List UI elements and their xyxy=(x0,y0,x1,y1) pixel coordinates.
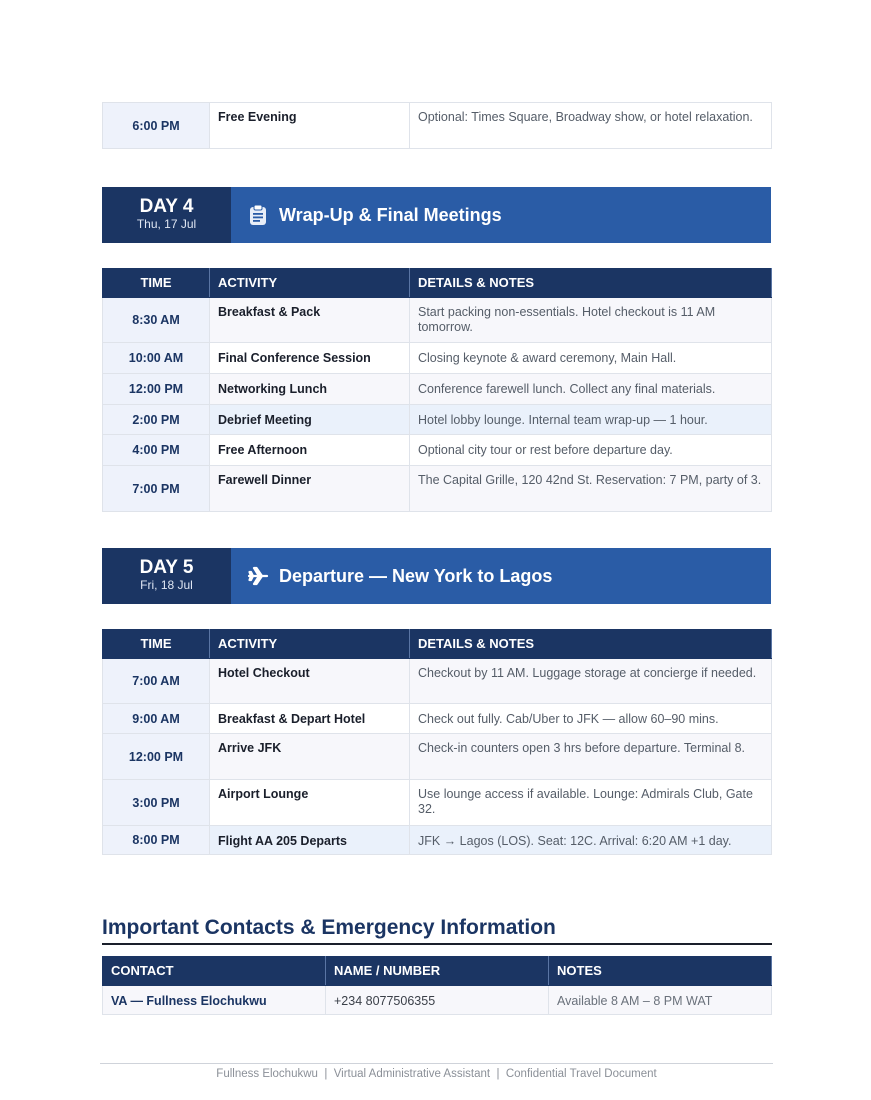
time-cell: 8:30 AM xyxy=(103,298,210,343)
contacts-section-title: Important Contacts & Emergency Information xyxy=(102,916,772,945)
time-cell: 6:00 PM xyxy=(103,103,210,149)
activity-cell: Hotel Checkout xyxy=(210,659,410,704)
day5-title: Departure — New York to Lagos xyxy=(279,565,553,586)
table-row xyxy=(103,298,772,343)
activity-cell: Airport Lounge xyxy=(210,780,410,826)
details-cell: Checkout by 11 AM. Luggage storage at concierge if needed. xyxy=(410,659,772,704)
table-header-row xyxy=(103,957,772,986)
day4-label-box xyxy=(102,187,231,243)
airplane-icon xyxy=(247,565,269,587)
day5-table xyxy=(102,629,772,855)
table-row xyxy=(103,103,772,149)
header-name-number: NAME / NUMBER xyxy=(326,957,549,986)
activity-cell: Flight AA 205 Departs xyxy=(210,826,410,855)
details-cell: Hotel lobby lounge. Internal team wrap-up — 1 hour. xyxy=(410,405,772,435)
details-cell: Closing keynote & award ceremony, Main Hall. xyxy=(410,343,772,374)
time-cell: 7:00 AM xyxy=(103,659,210,704)
table-row xyxy=(103,734,772,780)
header-activity: ACTIVITY xyxy=(210,269,410,298)
day5-number: DAY 5 xyxy=(139,557,194,578)
details-cell: Check-in counters open 3 hrs before departure. Terminal 8. xyxy=(410,734,772,780)
header-contact: CONTACT xyxy=(103,957,326,986)
header-time: TIME xyxy=(103,269,210,298)
page-footer: Fullness Elochukwu | Virtual Administrative Assistant | Confidential Travel Document xyxy=(100,1063,773,1080)
table-row xyxy=(103,405,772,435)
table-row xyxy=(103,986,772,1015)
time-cell: 2:00 PM xyxy=(103,405,210,435)
table-row xyxy=(103,435,772,466)
table-row xyxy=(103,343,772,374)
details-cell: Check out fully. Cab/Uber to JFK — allow 60–90 mins. xyxy=(410,704,772,734)
table-row xyxy=(103,826,772,855)
activity-cell: Networking Lunch xyxy=(210,374,410,405)
time-cell: 12:00 PM xyxy=(103,734,210,780)
header-details: DETAILS & NOTES xyxy=(410,269,772,298)
activity-cell: Breakfast & Depart Hotel xyxy=(210,704,410,734)
details-cell: Conference farewell lunch. Collect any final materials. xyxy=(410,374,772,405)
time-cell: 4:00 PM xyxy=(103,435,210,466)
table-row xyxy=(103,374,772,405)
contact-notes-cell: Available 8 AM – 8 PM WAT xyxy=(549,986,772,1015)
table-row xyxy=(103,704,772,734)
table-row xyxy=(103,780,772,826)
activity-cell: Free Evening xyxy=(210,103,410,149)
time-cell: 12:00 PM xyxy=(103,374,210,405)
time-cell: 7:00 PM xyxy=(103,466,210,512)
contact-number-cell: +234 8077506355 xyxy=(326,986,549,1015)
header-time: TIME xyxy=(103,630,210,659)
activity-cell: Final Conference Session xyxy=(210,343,410,374)
day5-date: Fri, 18 Jul xyxy=(140,578,193,592)
table-header-row xyxy=(103,269,772,298)
activity-cell: Debrief Meeting xyxy=(210,405,410,435)
details-cell: Use lounge access if available. Lounge: Admirals Club, Gate 32. xyxy=(410,780,772,826)
day4-title: Wrap-Up & Final Meetings xyxy=(279,204,502,225)
contact-name-cell: VA — Fullness Elochukwu xyxy=(103,986,326,1015)
contacts-table xyxy=(102,956,772,1015)
day4-table xyxy=(102,268,772,512)
table-row xyxy=(103,466,772,512)
clipboard-icon xyxy=(247,204,269,226)
activity-cell: Arrive JFK xyxy=(210,734,410,780)
day5-banner xyxy=(102,548,771,604)
header-activity: ACTIVITY xyxy=(210,630,410,659)
table-row xyxy=(103,659,772,704)
day4-number: DAY 4 xyxy=(139,196,194,217)
table-header-row xyxy=(103,630,772,659)
activity-cell: Farewell Dinner xyxy=(210,466,410,512)
day4-title-box xyxy=(231,187,771,243)
day5-title-box xyxy=(231,548,771,604)
day4-date: Thu, 17 Jul xyxy=(136,217,197,231)
time-cell: 10:00 AM xyxy=(103,343,210,374)
details-cell: The Capital Grille, 120 42nd St. Reservation: 7 PM, party of 3. xyxy=(410,466,772,512)
time-cell: 3:00 PM xyxy=(103,780,210,826)
activity-cell: Breakfast & Pack xyxy=(210,298,410,343)
details-cell: JFK → Lagos (LOS). Seat: 12C. Arrival: 6:20 AM +1 day. xyxy=(410,826,772,855)
details-cell: Optional: Times Square, Broadway show, or hotel relaxation. xyxy=(410,103,772,149)
time-cell: 8:00 PM xyxy=(103,826,210,855)
time-cell: 9:00 AM xyxy=(103,704,210,734)
header-notes: NOTES xyxy=(549,957,772,986)
day4-banner xyxy=(102,187,771,243)
details-cell: Start packing non-essentials. Hotel checkout is 11 AM tomorrow. xyxy=(410,298,772,343)
header-details: DETAILS & NOTES xyxy=(410,630,772,659)
day5-label-box xyxy=(102,548,231,604)
day3-table-tail xyxy=(102,102,772,149)
details-cell: Optional city tour or rest before departure day. xyxy=(410,435,772,466)
activity-cell: Free Afternoon xyxy=(210,435,410,466)
